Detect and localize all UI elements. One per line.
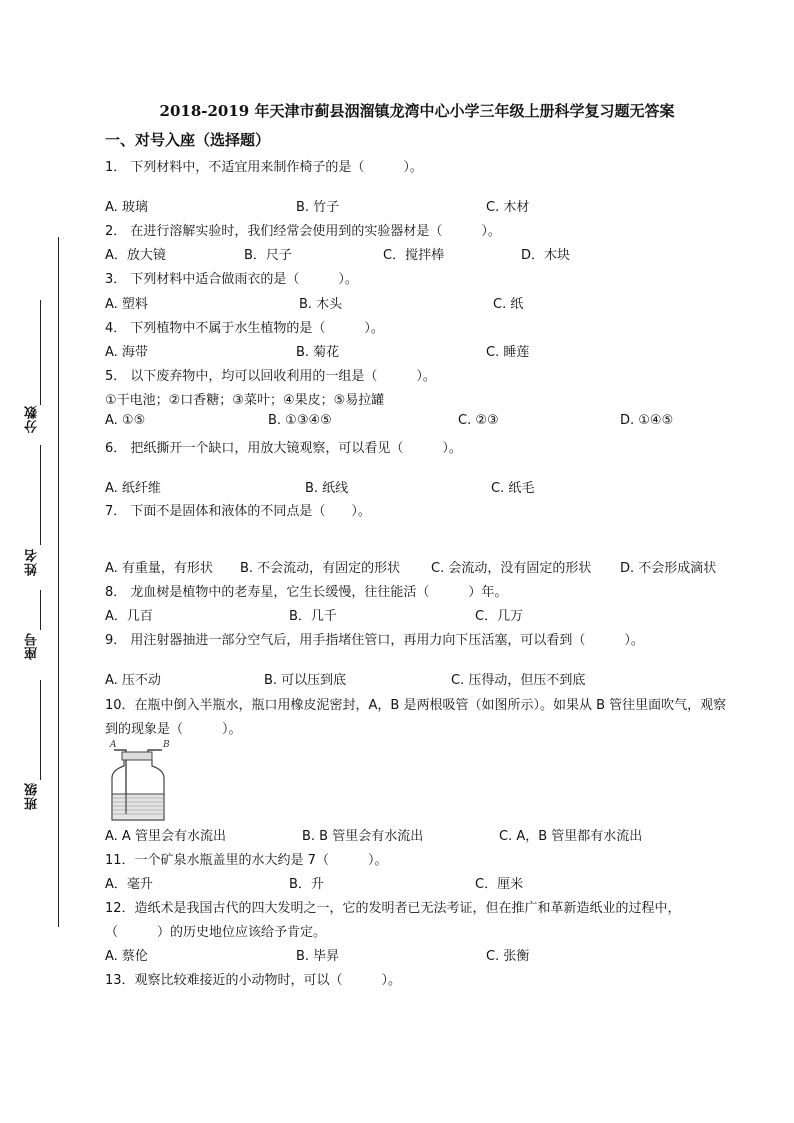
q9-option-b: B. 可以压到底 (264, 673, 347, 688)
q6-option-c: C. 纸毛 (491, 481, 535, 496)
seat-field-line (40, 590, 41, 630)
q10-option-a: A. A 管里会有水流出 (105, 829, 226, 844)
question-11-stem: 11．一个矿泉水瓶盖里的水大约是 7（ ）。 (105, 853, 388, 868)
q12-option-a: A. 蔡伦 (105, 949, 148, 964)
q9-option-a: A. 压不动 (105, 673, 161, 688)
q8-option-b: B．几千 (289, 609, 337, 624)
q2-option-a: A．放大镜 (105, 248, 166, 263)
bottle-with-straws-figure (108, 738, 168, 822)
q1-option-c: C. 木材 (486, 200, 530, 215)
question-1-stem: 1． 下列材料中，不适宜用来制作椅子的是（ ）。 (105, 160, 423, 175)
figure-label-a: A (110, 740, 117, 750)
q2-option-c: C．搅拌棒 (383, 248, 445, 263)
question-8-stem: 8． 龙血树是植物中的老寿星，它生长缓慢，往往能活（ ）年。 (105, 585, 508, 600)
question-4-stem: 4． 下列植物中不属于水生植物的是（ ）。 (105, 321, 384, 336)
score-label: 分数 (25, 405, 40, 433)
q1-option-b: B. 竹子 (296, 200, 340, 215)
q12-option-b: B. 毕昇 (296, 949, 340, 964)
q7-option-a: A. 有重量，有形状 (105, 561, 213, 576)
q12-option-c: C. 张衡 (486, 949, 530, 964)
q6-option-b: B. 纸线 (305, 481, 349, 496)
question-10-stem-line1: 10．在瓶中倒入半瓶水，瓶口用橡皮泥密封，A，B 是两根吸管（如图所示）。如果从 B 管往里面吹气，观察 (105, 698, 727, 713)
question-13-stem: 13．观察比较难接近的小动物时，可以（ ）。 (105, 973, 402, 988)
q11-option-b: B．升 (289, 877, 324, 892)
q5-option-c: C. ②③ (458, 413, 499, 428)
question-12-stem-line2: （ ）的历史地位应该给予肯定。 (105, 925, 327, 940)
q7-option-d: D. 不会形成滴状 (620, 561, 717, 576)
question-12-stem-line1: 12．造纸术是我国古代的四大发明之一，它的发明者已无法考证，但在推广和革新造纸业的过程中， (105, 901, 681, 916)
q5-option-a: A. ①⑤ (105, 413, 146, 428)
q5-option-d: D. ①④⑤ (620, 413, 674, 428)
document-title: 2018-2019 年天津市蓟县洇溜镇龙湾中心小学三年级上册科学复习题无答案 (159, 102, 675, 120)
section-heading: 一、对号入座（选择题） (105, 131, 271, 149)
question-3-stem: 3． 下列材料中适合做雨衣的是（ ）。 (105, 272, 358, 287)
q3-option-c: C. 纸 (493, 297, 524, 312)
question-7-stem: 7． 下面不是固体和液体的不同点是（ ）。 (105, 504, 371, 519)
q5-option-b: B. ①③④⑤ (268, 413, 332, 428)
q10-option-b: B. B 管里会有水流出 (302, 829, 424, 844)
q3-option-b: B. 木头 (299, 297, 343, 312)
question-5-stem: 5． 以下废弃物中，均可以回收利用的一组是（ ）。 (105, 369, 436, 384)
seat-label: 座号 (25, 632, 40, 660)
q8-option-a: A．几百 (105, 609, 153, 624)
q11-option-a: A．毫升 (105, 877, 153, 892)
q5-item-list: ①干电池；②口香糖；③菜叶；④果皮；⑤易拉罐 (105, 393, 385, 408)
question-2-stem: 2． 在进行溶解实验时，我们经常会使用到的实验器材是（ ）。 (105, 224, 501, 239)
q4-option-a: A. 海带 (105, 345, 148, 360)
score-field-line (40, 300, 41, 405)
figure-label-b: B (163, 740, 170, 750)
q7-option-b: B. 不会流动，有固定的形状 (240, 561, 401, 576)
class-label: 班级 (25, 782, 40, 810)
class-field-line (40, 680, 41, 780)
binding-line (58, 237, 59, 927)
question-9-stem: 9． 用注射器抽进一部分空气后，用手指堵住管口，再用力向下压活塞，可以看到（ ）。 (105, 633, 644, 648)
q7-option-c: C. 会流动，没有固定的形状 (431, 561, 592, 576)
name-label: 姓名 (25, 548, 40, 576)
q2-option-d: D．木块 (521, 248, 571, 263)
q6-option-a: A. 纸纤维 (105, 481, 161, 496)
question-10-stem-line2: 到的现象是（ ）。 (105, 722, 242, 737)
q4-option-b: B. 菊花 (296, 345, 340, 360)
q10-option-c: C. A，B 管里都有水流出 (499, 829, 643, 844)
q11-option-c: C．厘米 (475, 877, 524, 892)
q4-option-c: C. 睡莲 (486, 345, 530, 360)
q2-option-b: B．尺子 (244, 248, 292, 263)
q9-option-c: C. 压得动，但压不到底 (451, 673, 586, 688)
question-6-stem: 6． 把纸撕开一个缺口，用放大镜观察，可以看见（ ）。 (105, 441, 462, 456)
q1-option-a: A. 玻璃 (105, 200, 148, 215)
q3-option-a: A. 塑料 (105, 297, 148, 312)
name-field-line (40, 445, 41, 545)
q8-option-c: C．几万 (475, 609, 524, 624)
